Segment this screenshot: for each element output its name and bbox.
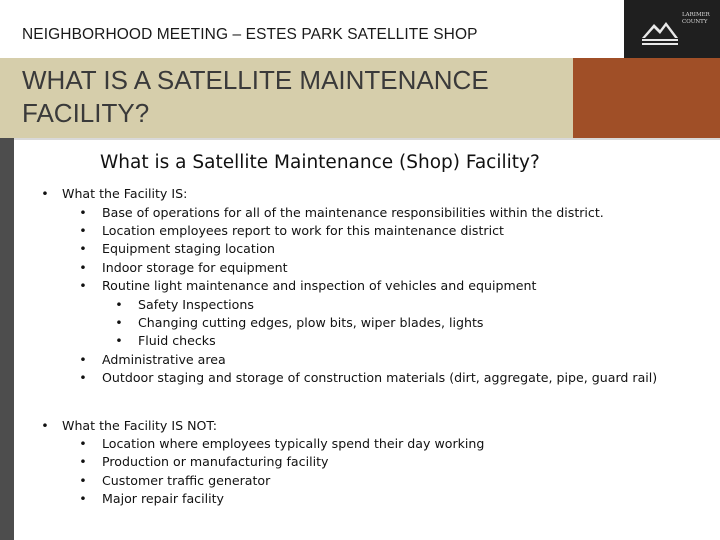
header-title: NEIGHBORHOOD MEETING – ESTES PARK SATELLITE SHOP — [22, 26, 478, 43]
bullet-marker: • — [79, 491, 87, 506]
list-item: Customer traffic generator — [102, 473, 271, 488]
list-item: Base of operations for all of the maintenance responsibilities within the district. — [102, 205, 604, 220]
list-item: Production or manufacturing facility — [102, 454, 329, 469]
sub-list-item: Changing cutting edges, plow bits, wiper blades, lights — [138, 315, 484, 330]
banner-title-line-1: WHAT IS A SATELLITE MAINTENANCE — [22, 65, 489, 95]
is-heading: What the Facility IS: — [62, 186, 188, 201]
bullet-marker: • — [79, 241, 87, 256]
sub-list-item: Fluid checks — [138, 333, 216, 348]
bullet-marker: • — [79, 436, 87, 451]
not-heading: What the Facility IS NOT: — [62, 418, 217, 433]
bullet-marker: • — [79, 370, 87, 385]
banner-title-line-2: FACILITY? — [22, 98, 150, 128]
bullet-marker: • — [79, 454, 87, 469]
bullet-marker: • — [115, 297, 123, 312]
bullet-marker: • — [115, 333, 123, 348]
list-item: Routine light maintenance and inspection of vehicles and equipment — [102, 278, 537, 293]
content-title: What is a Satellite Maintenance (Shop) Facility? — [100, 152, 540, 173]
list-item: Location employees report to work for this maintenance district — [102, 223, 504, 238]
sub-list-item: Safety Inspections — [138, 297, 254, 312]
bullet-marker: • — [79, 278, 87, 293]
bullet-marker: • — [79, 473, 87, 488]
bullet-marker: • — [79, 352, 87, 367]
list-item: Outdoor staging and storage of construction materials (dirt, aggregate, pipe, guard rail) — [102, 370, 658, 385]
list-item: Equipment staging location — [102, 241, 276, 256]
bullet-marker: • — [41, 186, 49, 201]
bullet-marker: • — [79, 260, 87, 275]
bullet-marker: • — [79, 223, 87, 238]
bullet-marker: • — [41, 418, 49, 433]
bullet-marker: • — [79, 205, 87, 220]
list-item: Indoor storage for equipment — [102, 260, 288, 275]
list-item: Administrative area — [102, 352, 226, 367]
list-item: Location where employees typically spend their day working — [102, 436, 485, 451]
logo-text: LARIMER COUNTY — [682, 12, 710, 25]
list-item: Major repair facility — [102, 491, 224, 506]
bullet-marker: • — [115, 315, 123, 330]
